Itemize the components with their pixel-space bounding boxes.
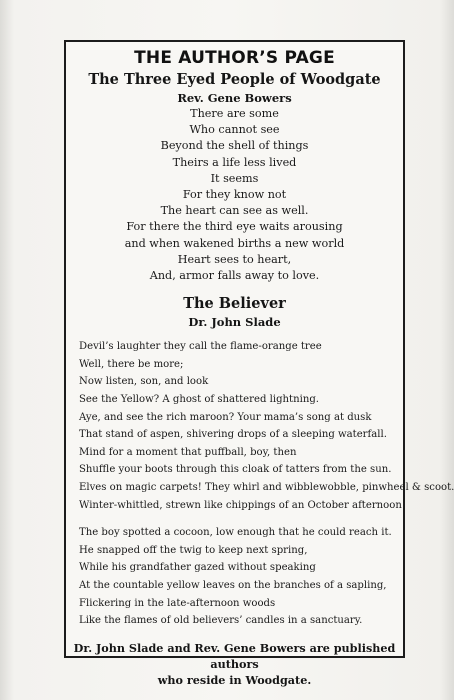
poem2-author: Dr. John Slade	[188, 315, 281, 330]
poem2-line: That stand of aspen, shivering drops of a sleeping waterfall.	[79, 429, 387, 441]
poem1-line: Who cannot see	[189, 123, 280, 137]
poem2-line: Now listen, son, and look	[79, 376, 209, 388]
poem2-line: Like the flames of old believers’ candles in a sanctuary.	[79, 615, 363, 627]
stanza-spacer	[66, 514, 403, 524]
poem2-line: Devil’s laughter they call the flame-orange tree	[79, 341, 322, 353]
poem1-author: Rev. Gene Bowers	[177, 91, 292, 105]
poem1-line: There are some	[190, 107, 279, 120]
poem1-line: It seems	[210, 171, 259, 185]
poem2-line: See the Yellow? A ghost of shattered lightning.	[79, 394, 319, 406]
poem2-line: The boy spotted a cocoon, low enough that he could reach it.	[79, 527, 392, 539]
authors-page-box	[64, 40, 454, 687]
poem2-stanza-2	[66, 524, 403, 630]
authors-note-line: who reside in Woodgate.	[157, 672, 312, 687]
poem1-line: For they know not	[182, 188, 287, 202]
poem1-line: Theirs a life less lived	[172, 155, 297, 169]
poem2-line: At the countable yellow leaves on the branches of a sapling,	[79, 579, 387, 591]
poem2-line: Mind for a moment that puffball, boy, then	[79, 446, 297, 458]
authors-note-line: Dr. John Slade and Rev. Gene Bowers are published authors	[73, 640, 396, 671]
poem2-line: Aye, and see the rich maroon? Your mama’s song at dusk	[79, 411, 372, 423]
poem2-line: Shuffle your boots through this cloak of tatters from the sun.	[79, 464, 392, 476]
poem1-line: and when wakened births a new world	[124, 236, 345, 250]
authors-page-content	[66, 42, 454, 687]
poem1-line: And, armor falls away to love.	[149, 269, 320, 283]
poem2-line: He snapped off the twig to keep next spring,	[79, 544, 308, 556]
poem2-stanza-1	[66, 338, 454, 514]
poem2-line: Flickering in the late-afternoon woods	[79, 597, 276, 609]
poem1-line: For there the third eye waits arousing	[126, 220, 343, 234]
poem2-line: Winter-whittled, strewn like chippings of an October afternoon	[79, 499, 402, 511]
poem1-body	[66, 106, 403, 284]
poem1-line: The heart can see as well.	[160, 204, 309, 218]
page-header: THE AUTHOR’S PAGE	[134, 48, 335, 68]
poem1-title: The Three Eyed People of Woodgate	[88, 71, 381, 88]
authors-note	[66, 640, 403, 688]
section-spacer	[66, 284, 403, 294]
poem2-title: The Believer	[183, 295, 286, 313]
poem1-line: Beyond the shell of things	[160, 139, 309, 153]
poem2-line: While his grandfather gazed without speaking	[79, 562, 316, 574]
poem1-line: Heart sees to heart,	[177, 252, 292, 266]
poem2-line: Well, there be more;	[79, 358, 184, 370]
poem2-line: Elves on magic carpets! They whirl and wibblewobble, pinwheel & scoot.	[79, 481, 454, 493]
